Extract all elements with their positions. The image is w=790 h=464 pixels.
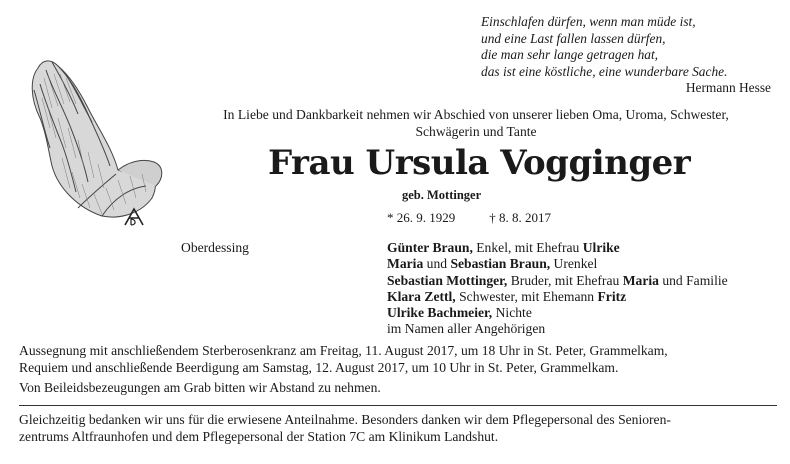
mourner-line [387, 321, 779, 337]
mourner-relation: Urenkel [550, 256, 598, 272]
mourner-line [387, 273, 779, 289]
mourner-line [387, 240, 779, 256]
birth-name: geb. Mottinger [402, 188, 482, 202]
mourner-relation: und Familie [658, 272, 728, 288]
deceased-name: Frau Ursula Vogginger [268, 143, 691, 183]
life-dates [387, 210, 551, 226]
mourner-name: Sebastian Mottinger, [387, 272, 508, 288]
mourner-relation: Nichte [492, 305, 532, 321]
place: Oberdessing [181, 240, 249, 255]
intro-text [176, 107, 776, 140]
mourner-line [387, 256, 779, 272]
mourner-name: Ulrike Bachmeier, [387, 305, 493, 321]
mourner-relation: Bruder, mit Ehefrau [507, 272, 623, 288]
divider [19, 405, 777, 406]
mourner-name: Günter Braun, [387, 240, 473, 255]
mourner-line [387, 289, 779, 305]
mourner-name: Sebastian Braun, [450, 256, 551, 272]
mourner-name: Maria [622, 272, 659, 288]
intro-line: Schwägerin und Tante [415, 123, 537, 139]
mourner-line [387, 305, 779, 321]
mourner-relation: und [423, 256, 451, 272]
mourner-relation: Schwester, mit Ehemann [455, 288, 598, 304]
mourner-name: Ulrike [582, 240, 620, 255]
condolence-note: Von Beileidsbezeugungen am Grab bitten wir Abstand zu nehmen. [19, 380, 381, 395]
mourner-name: Maria [387, 256, 424, 272]
intro-line: In Liebe und Dankbarkeit nehmen wir Abschied von unserer lieben Oma, Uroma, Schwester, [223, 107, 729, 122]
mourner-relation: Enkel, mit Ehefrau [472, 240, 583, 255]
thanks-text [19, 412, 779, 445]
praying-hands-icon [18, 48, 168, 228]
mourner-relation: im Namen aller Angehörigen [387, 321, 546, 337]
funeral-line: Aussegnung mit anschließendem Sterberosenkranz am Freitag, 11. August 2017, um 18 Uhr in St. Peter, Grammelkam, [19, 343, 668, 358]
funeral-line: Requiem und anschließende Beerdigung am Samstag, 12. August 2017, um 10 Uhr in St. Peter, Grammelkam. [19, 359, 619, 375]
poem-line: das ist eine köstliche, eine wunderbare Sache. [481, 63, 728, 79]
poem [481, 14, 771, 80]
mourners-list [387, 240, 779, 338]
birth-date: * 26. 9. 1929 [387, 210, 456, 225]
poem-line: Einschlafen dürfen, wenn man müde ist, [481, 14, 696, 29]
poem-author: Hermann Hesse [685, 80, 771, 95]
poem-line: und eine Last fallen lassen dürfen, [481, 30, 666, 46]
thanks-line: zentrums Altfraunhofen und dem Pflegepersonal der Station 7C am Klinikum Landshut. [19, 428, 499, 444]
mourner-name: Klara Zettl, [387, 288, 456, 304]
poem-line: die man sehr lange getragen hat, [481, 47, 659, 62]
death-date: † 8. 8. 2017 [489, 210, 551, 225]
funeral-info [19, 343, 779, 397]
thanks-line: Gleichzeitig bedanken wir uns für die erwiesene Anteilnahme. Besonders danken wir dem Pflegepersonal des Senioren- [19, 412, 671, 427]
durer-monogram-icon [123, 207, 145, 227]
mourner-name: Fritz [597, 288, 627, 304]
